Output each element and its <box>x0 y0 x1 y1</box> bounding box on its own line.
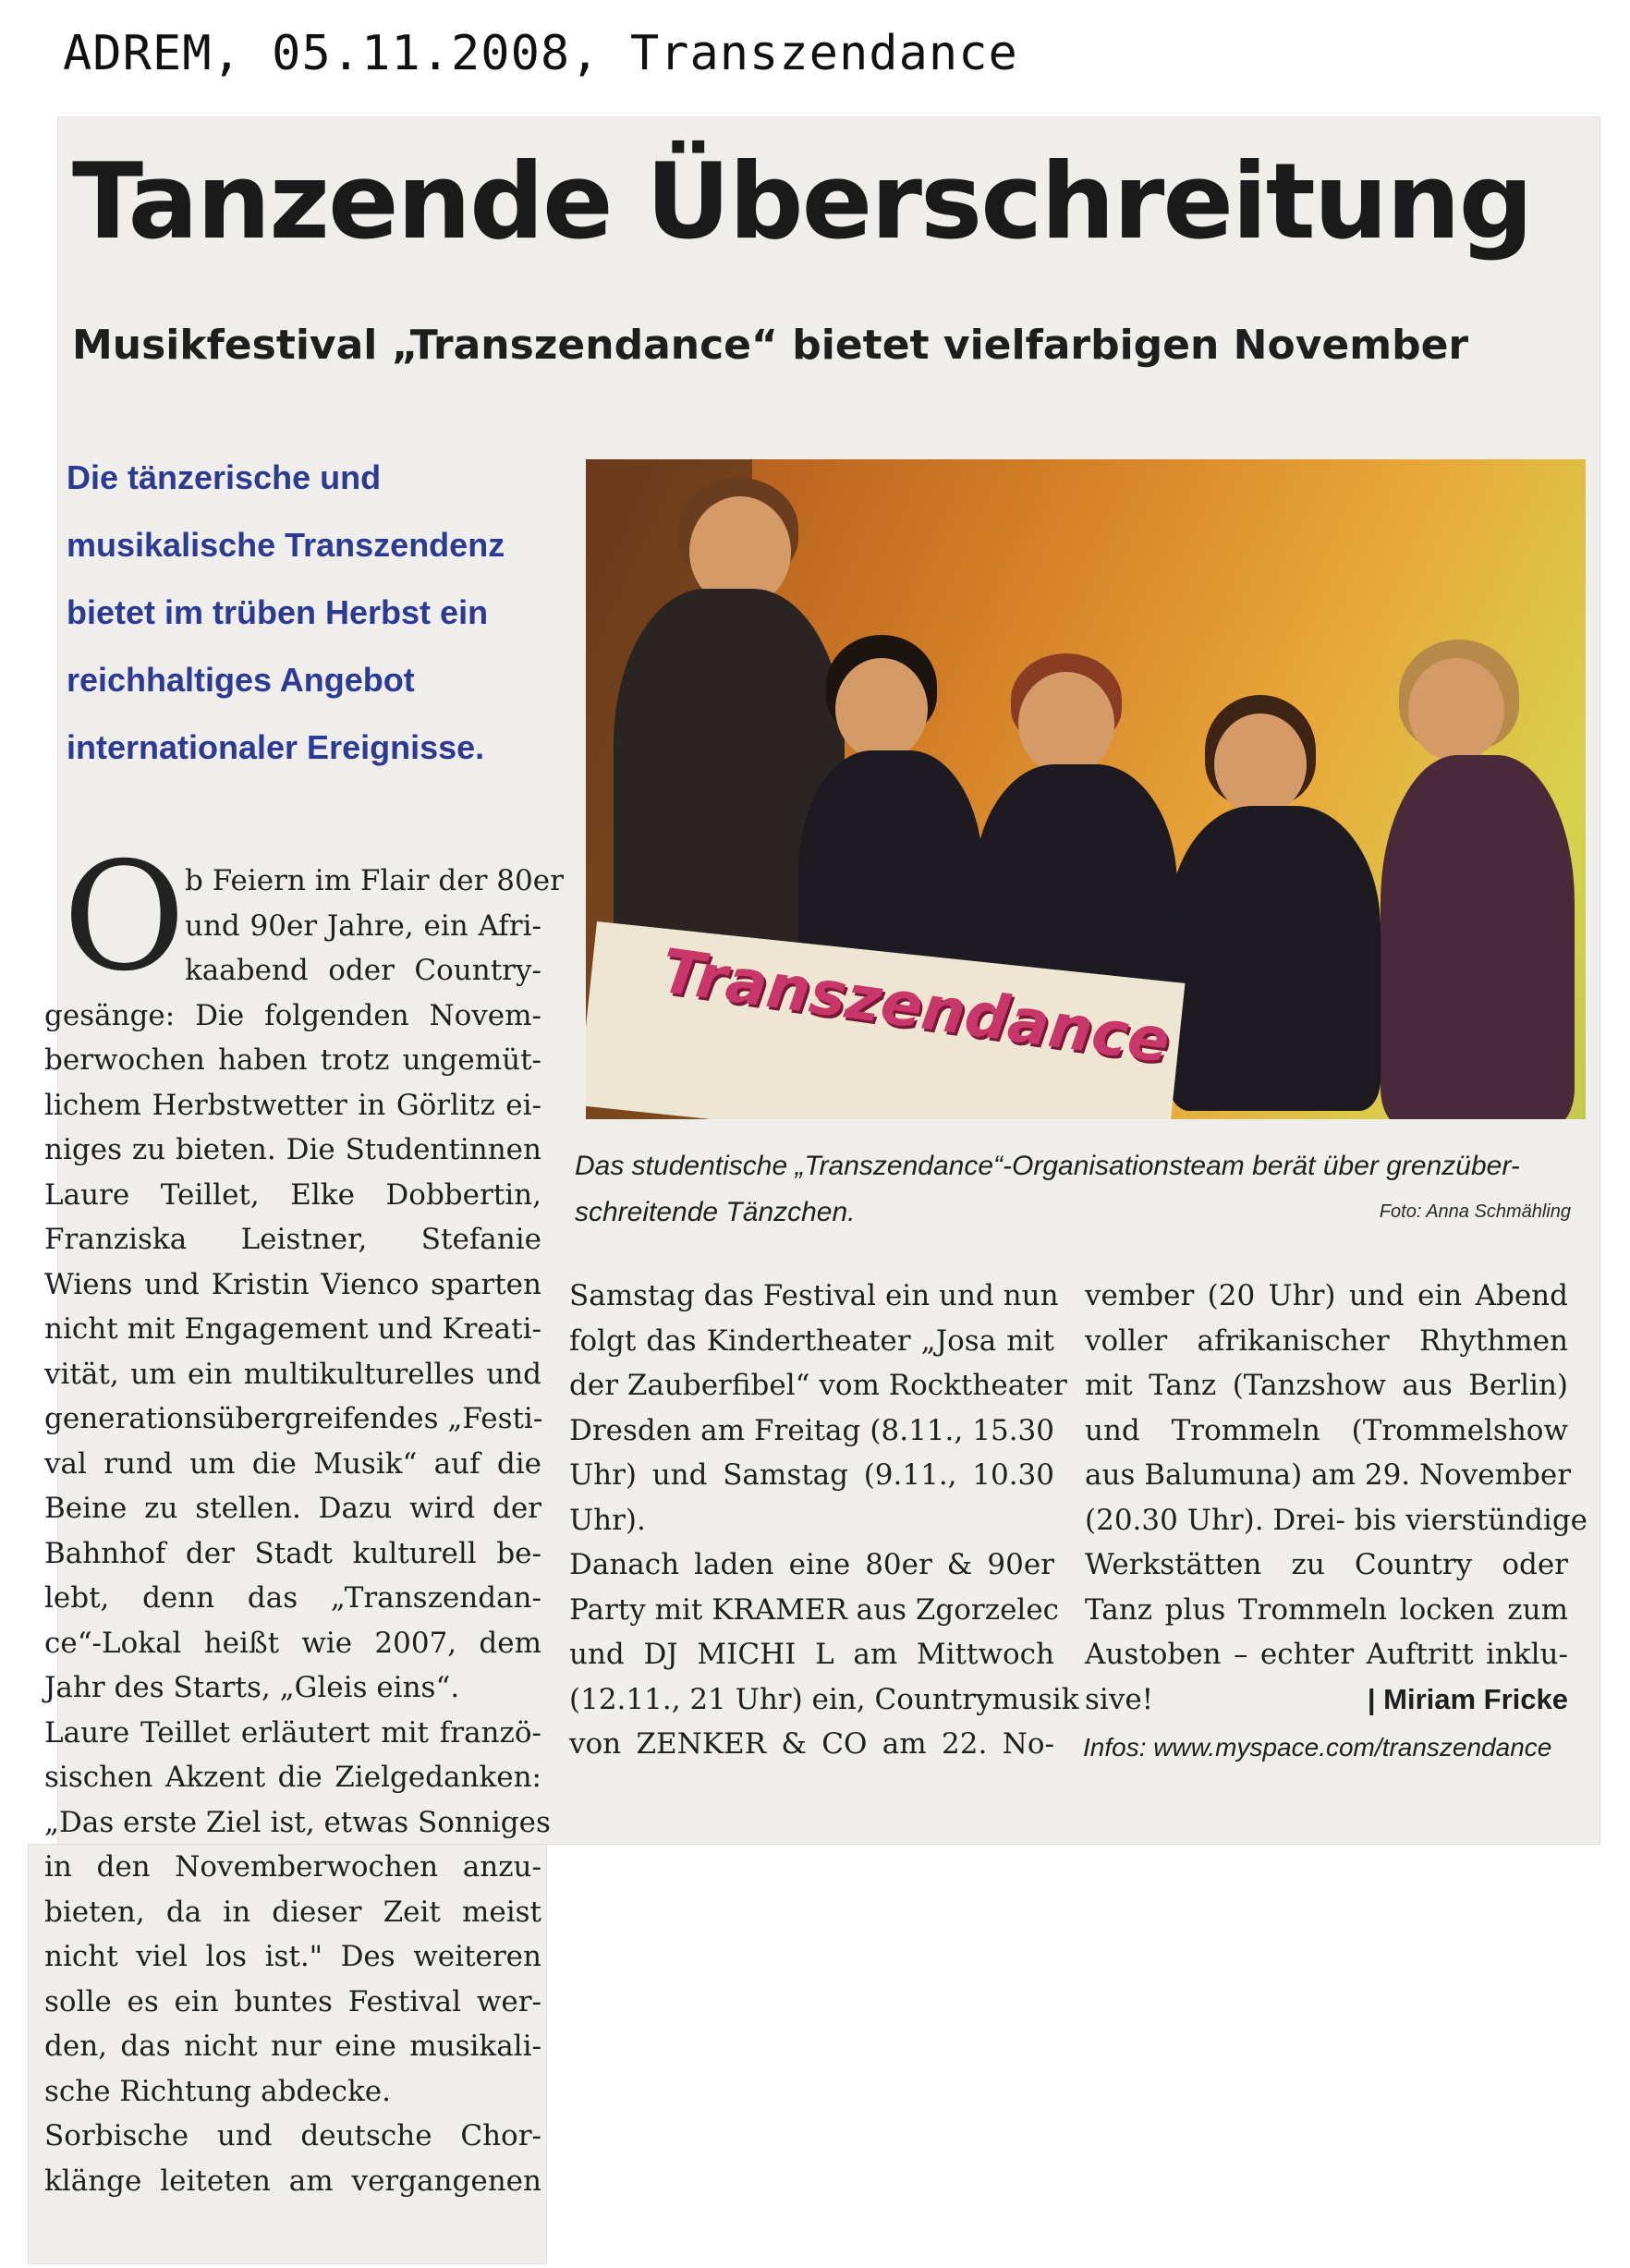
text-line: (12.11., 21 Uhr) ein, Countrymusik <box>569 1682 1079 1716</box>
lead-line: musikalische Transzendenz <box>67 526 505 564</box>
text-line: sche Richtung abdecke. <box>44 2074 391 2108</box>
photo-credit: Foto: Anna Schmähling <box>1379 1201 1571 1222</box>
text-line: „Das erste Ziel ist, etwas Sonniges <box>44 1805 551 1839</box>
text-line: Tanz plus Trommeln locken zum <box>1085 1592 1568 1627</box>
lead-line: Die tänzerische und <box>67 458 382 496</box>
body-column-2 <box>569 1274 1079 1767</box>
text-line: mit Tanz (Tanzshow aus Berlin) <box>1085 1369 1568 1402</box>
lead-line: internationaler Ereignisse. <box>67 728 485 766</box>
clipping-label: ADREM, 05.11.2008, Transzendance <box>63 26 1018 81</box>
team-photo <box>586 459 1586 1119</box>
text-line: Samstag das Festival ein und nun <box>569 1279 1059 1312</box>
article-subheadline: Musikfestival „Transzendance“ bietet vielfarbigen November <box>72 322 1469 369</box>
text-line: sive! <box>1085 1682 1154 1716</box>
text-line: Uhr) und Samstag (9.11., 10.30 <box>569 1458 1054 1492</box>
text-line: ce“-Lokal heißt wie 2007, dem <box>44 1626 541 1660</box>
text-line-with-author <box>1085 1677 1568 1723</box>
text-line: nicht mit Engagement und Kreati- <box>44 1312 541 1346</box>
text-line: val rund um die Musik“ auf die <box>44 1446 541 1481</box>
article-lead <box>67 444 547 781</box>
body-column-1 <box>44 859 564 2203</box>
text-line: berwochen haben trotz ungemüt- <box>44 1043 541 1077</box>
text-line: (20.30 Uhr). Drei- bis vierstündige <box>1085 1503 1588 1537</box>
text-line: Franziska Leistner, Stefanie <box>44 1223 541 1256</box>
author-byline: | Miriam Fricke <box>1367 1682 1568 1715</box>
body-column-3 <box>1085 1274 1588 1722</box>
text-line: generationsübergreifendes „Festi- <box>44 1402 543 1435</box>
text-line: vember (20 Uhr) und ein Abend <box>1085 1279 1568 1312</box>
text-line: Party mit KRAMER aus Zgorzelec <box>569 1592 1060 1627</box>
text-line: der Zauberfibel“ vom Rocktheater <box>569 1369 1067 1402</box>
text-line: Laure Teillet erläutert mit franzö- <box>44 1715 541 1750</box>
lead-line: bietet im trüben Herbst ein <box>67 593 489 631</box>
text-line: voller afrikanischer Rhythmen <box>1085 1323 1568 1358</box>
text-line: aus Balumuna) am 29. November <box>1085 1458 1572 1492</box>
caption-line: schreitende Tänzchen. <box>575 1197 856 1227</box>
text-line: Danach laden eine 80er & 90er <box>569 1548 1054 1581</box>
text-line: Sorbische und deutsche Chor- <box>44 2119 541 2152</box>
info-link: Infos: www.myspace.com/transzendance <box>1083 1733 1552 1762</box>
text-line: folgt das Kindertheater „Josa mit <box>569 1323 1054 1358</box>
banner-lettering: Transzendance <box>657 935 1174 1078</box>
text-line: den, das nicht nur eine musikali- <box>44 2030 541 2063</box>
caption-line: Das studentische „Transzendance“-Organisationsteam berät über grenzüber- <box>575 1151 1520 1181</box>
text-line: Jahr des Starts, „Gleis eins“. <box>44 1671 460 1704</box>
text-line: b Feiern im Flair der 80er <box>185 864 564 897</box>
article-headline: Tanzende Überschreitung <box>72 140 1532 262</box>
text-line: und DJ MICHI L am Mittwoch <box>569 1638 1054 1671</box>
text-line: gesänge: Die folgenden Novem- <box>44 998 541 1032</box>
drop-cap: O <box>63 831 186 1005</box>
text-line: Laure Teillet, Elke Dobbertin, <box>44 1177 541 1212</box>
lead-line: reichhaltiges Angebot <box>67 661 415 699</box>
text-line: sischen Akzent die Zielgedanken: <box>44 1761 541 1794</box>
text-line: vität, um ein multikulturelles und <box>44 1357 541 1391</box>
text-line: klänge leiteten am vergangenen <box>44 2164 541 2198</box>
text-line: von ZENKER & CO am 22. No- <box>569 1727 1054 1761</box>
text-line: Uhr). <box>569 1503 646 1537</box>
text-line: in den Novemberwochen anzu- <box>44 1850 541 1884</box>
text-line: lebt, denn das „Transzendan- <box>44 1581 541 1615</box>
text-line: und Trommeln (Trommelshow <box>1085 1413 1568 1447</box>
text-line: Beine zu stellen. Dazu wird der <box>44 1492 541 1525</box>
text-line: Wiens und Kristin Vienco sparten <box>44 1267 541 1301</box>
text-line: niges zu bieten. Die Studentinnen <box>44 1133 541 1166</box>
text-line: kaabend oder Country- <box>185 954 541 987</box>
text-line: nicht viel los ist." Des weiteren <box>44 1940 541 1973</box>
text-line: solle es ein buntes Festival wer- <box>44 1984 541 2018</box>
text-line: Werkstätten zu Country oder <box>1085 1548 1568 1581</box>
text-line: Bahnhof der Stadt kulturell be- <box>44 1536 541 1570</box>
text-line: Dresden am Freitag (8.11., 15.30 <box>569 1413 1054 1447</box>
text-line: Austoben – echter Auftritt inklu- <box>1085 1638 1568 1671</box>
text-line: und 90er Jahre, ein Afri- <box>185 908 541 943</box>
text-line: bieten, da in dieser Zeit meist <box>44 1895 541 1929</box>
text-line: lichem Herbstwetter in Görlitz ei- <box>44 1088 541 1122</box>
